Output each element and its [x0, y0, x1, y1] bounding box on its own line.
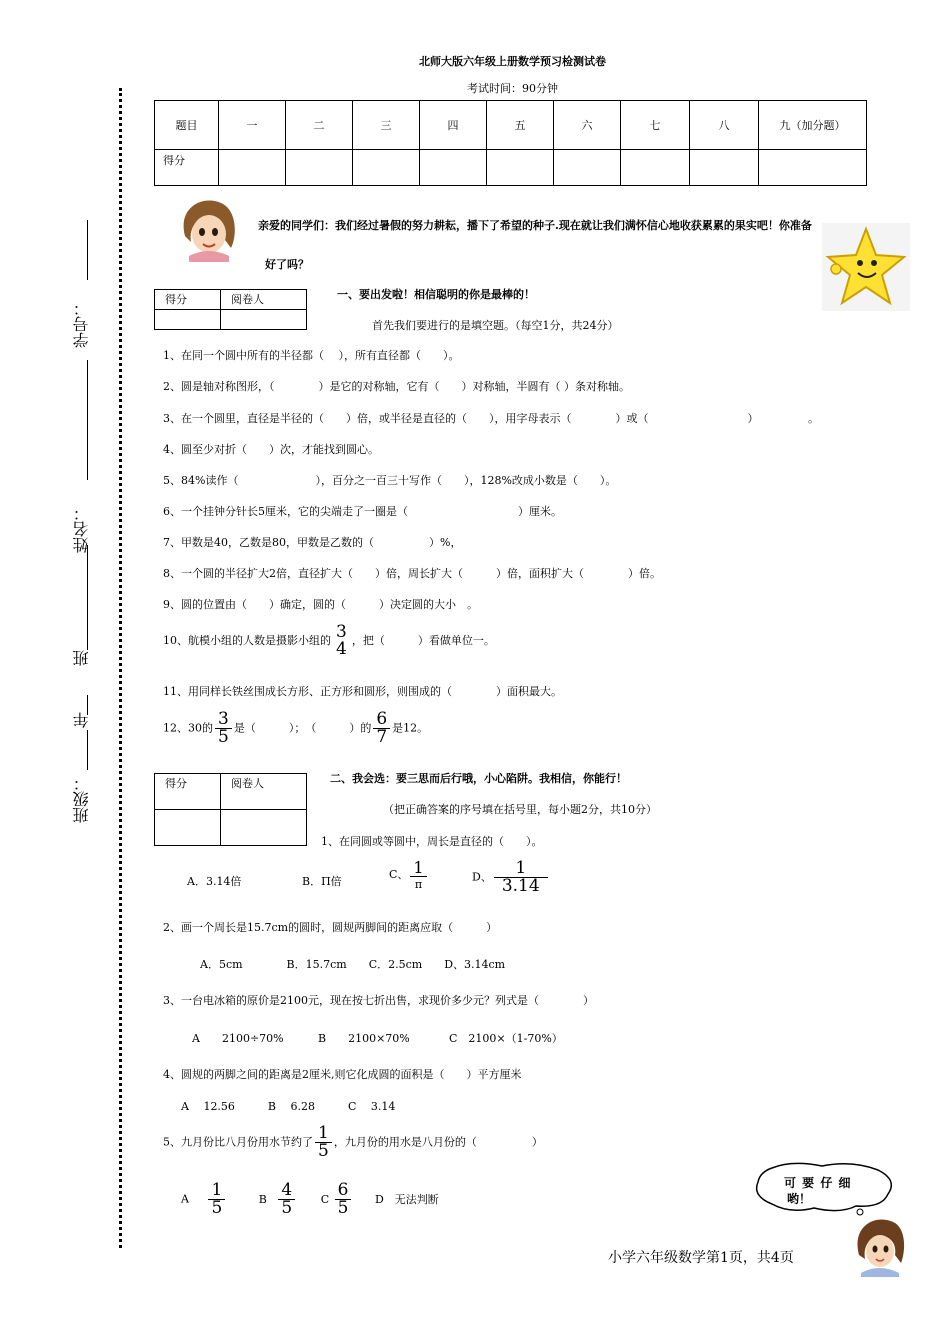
- section1-instruction: 首先我们要进行的是填空题。（每空1分，共24分）: [372, 319, 619, 332]
- fraction-numerator: 1: [515, 858, 527, 878]
- name-underline-top: [87, 360, 88, 480]
- section1-title: 一、要出发啦！相信聪明的你是最棒的！: [337, 288, 535, 301]
- score-cell[interactable]: [487, 150, 554, 186]
- s2-q5-options: [181, 1182, 439, 1217]
- fraction-numerator: 6: [337, 1180, 349, 1200]
- score-header-cell: 三: [353, 101, 420, 150]
- option-letter: A: [181, 1192, 189, 1206]
- q12-fraction-1: [215, 711, 232, 746]
- grade-char: 年: [72, 712, 91, 728]
- grader-reviewer-cell[interactable]: [221, 310, 307, 330]
- score-cell[interactable]: [690, 150, 759, 186]
- name-label: 姓名：: [72, 505, 91, 553]
- id-underline: [87, 220, 88, 280]
- fraction-numerator: 1: [211, 1180, 223, 1200]
- s2-q3-option-c: C 2100×（1-70%）: [449, 1032, 563, 1045]
- exam-title: 北师大版六年级上册数学预习检测试卷: [419, 55, 606, 68]
- option-d-fraction: [494, 860, 548, 895]
- q10-text-pre: 10、航模小组的人数是摄影小组的: [163, 634, 331, 647]
- ban-char: 班: [72, 650, 91, 666]
- q12-fraction-2: [373, 711, 390, 746]
- q12-text-pre: 12、30的: [163, 721, 213, 735]
- score-cell[interactable]: [286, 150, 353, 186]
- s2-q1-option-c: [389, 860, 429, 890]
- fraction-denominator: 4: [336, 639, 347, 659]
- s1-question-10: [163, 624, 495, 658]
- fraction-numerator: 4: [281, 1180, 293, 1200]
- class-underline: [87, 730, 88, 770]
- s2-question-3: 3、一台电冰箱的原价是2100元，现在按七折出售，求现价多少元？列式是（ ）: [163, 994, 594, 1007]
- fraction-denominator: 5: [215, 728, 232, 746]
- section2-instruction: （把正确答案的序号填在括号里，每小题2分，共10分）: [383, 803, 657, 816]
- grader-score-label: 得分: [155, 774, 221, 810]
- fraction-numerator: 6: [376, 709, 388, 729]
- s1-question-11: 11、用同样长铁丝围成长方形、正方形和圆形，则围成的（ ）面积最大。: [163, 685, 562, 698]
- id-label: 学号：: [72, 300, 91, 348]
- bubble-line-1: 可 要 仔 细: [784, 1176, 852, 1190]
- fraction-denominator: 7: [373, 728, 390, 746]
- score-header-cell: 四: [420, 101, 487, 150]
- bubble-line-2: 哟！: [787, 1192, 812, 1206]
- option-b-fraction: [278, 1182, 295, 1217]
- score-row-label: 得分: [155, 150, 219, 186]
- s1-question-8: 8、一个圆的半径扩大2倍，直径扩大（ ）倍，周长扩大（ ）倍，面积扩大（ ）倍。: [163, 567, 661, 580]
- s2-q3-option-b: B 2100×70%: [318, 1032, 410, 1045]
- score-cell[interactable]: [621, 150, 690, 186]
- q5-text-post: ，九月份的用水是八月份的（ ）: [333, 1135, 543, 1149]
- s2-question-5: [163, 1125, 543, 1160]
- s2-q1-option-b: B．Π倍: [302, 875, 342, 888]
- q12-text-mid: 是（ ）； （ ）的: [233, 721, 372, 735]
- fraction-denominator: 3.14: [494, 877, 548, 895]
- q5-text-pre: 5、九月份比八月份用水节约了: [163, 1135, 313, 1149]
- class-label: 班级：: [72, 775, 91, 823]
- score-header-cell: 九（加分题）: [759, 101, 867, 150]
- fraction-denominator: 5: [315, 1142, 332, 1160]
- grader-box-1: [154, 289, 307, 330]
- fraction-denominator: 5: [278, 1199, 295, 1217]
- s1-question-6: 6、一个挂钟分针长5厘米，它的尖端走了一圈是（ ）厘米。: [163, 505, 562, 518]
- score-header-cell: 五: [487, 101, 554, 150]
- score-cell[interactable]: [759, 150, 867, 186]
- score-header-cell: 一: [219, 101, 286, 150]
- fraction-numerator: 3: [218, 709, 229, 729]
- page-footer: 小学六年级数学第1页，共4页: [608, 1250, 794, 1266]
- q5-fraction: [315, 1125, 332, 1160]
- s2-q3-option-a: A 2100÷70%: [192, 1032, 284, 1045]
- score-header-cell: 二: [286, 101, 353, 150]
- s2-q1-option-d: [472, 860, 550, 895]
- s2-q1-option-a: A．3.14倍: [187, 875, 242, 888]
- s1-question-9: 9、圆的位置由（ ）确定，圆的（ ）决定圆的大小 。: [163, 598, 478, 611]
- star-illustration: [822, 223, 910, 311]
- fraction-denominator: π: [410, 876, 426, 890]
- score-header-cell: 七: [621, 101, 690, 150]
- score-cell[interactable]: [353, 150, 420, 186]
- s2-question-1: 1、在同圆或等圆中，周长是直径的（ ）。: [321, 835, 543, 848]
- score-cell[interactable]: [554, 150, 621, 186]
- score-header-cell: 题目: [155, 101, 219, 150]
- fraction-numerator: 1: [413, 858, 424, 877]
- option-d: D 无法判断: [374, 1192, 439, 1206]
- score-table: [154, 100, 867, 186]
- option-c-fraction: [410, 860, 426, 890]
- score-cell[interactable]: [420, 150, 487, 186]
- s1-question-5: 5、84%读作（ ），百分之一百三十写作（ ），128%改成小数是（ ）。: [163, 474, 617, 487]
- grader-score-cell[interactable]: [155, 810, 221, 846]
- option-letter: C、: [389, 868, 409, 881]
- s1-question-1: 1、在同一个圆中所有的半径都（ ），所有直径都（ ）。: [163, 349, 460, 362]
- fraction-numerator: 1: [318, 1123, 329, 1143]
- s1-question-3: 3、在一个圆里，直径是半径的（ ）倍，或半径是直径的（ ），用字母表示（ ）或（ ） 。: [163, 412, 819, 425]
- section2-title: 二、我会选：要三思而后行哦，小心陷阱。我相信，你能行！: [330, 772, 627, 785]
- s1-question-2: 2、圆是轴对称图形，（ ）是它的对称轴，它有（ ）对称轴，半圆有（ ）条对称轴。: [163, 380, 630, 393]
- s1-question-7: 7、甲数是40，乙数是80，甲数是乙数的（ ）%，: [163, 536, 462, 549]
- s2-q4-options: A 12.56 B 6.28 C 3.14: [181, 1100, 396, 1113]
- fraction-denominator: 5: [208, 1199, 225, 1217]
- name-underline: [87, 545, 88, 650]
- score-header-cell: 六: [554, 101, 621, 150]
- binding-dotted-line: [119, 88, 122, 1248]
- s1-question-4: 4、圆至少对折（ ）次，才能找到圆心。: [163, 443, 379, 456]
- grader-box-2: [154, 773, 307, 846]
- girl-illustration-bottom: [851, 1215, 907, 1277]
- option-a-fraction: [208, 1182, 225, 1217]
- option-letter: D、: [472, 870, 492, 884]
- score-cell[interactable]: [219, 150, 286, 186]
- grader-score-label: 得分: [155, 290, 221, 310]
- girl-illustration: [175, 196, 241, 262]
- grader-score-cell[interactable]: [155, 310, 221, 330]
- intro-line-2: 好了吗？: [265, 258, 309, 271]
- exam-time: 考试时间：90分钟: [467, 82, 558, 95]
- q10-fraction: [333, 624, 350, 658]
- option-c-fraction: [335, 1182, 352, 1217]
- option-letter: C: [320, 1192, 330, 1206]
- fraction-denominator: 5: [335, 1199, 352, 1217]
- s2-q2-options: A．5cm B．15.7cm C．2.5cm D、3.14cm: [200, 958, 506, 971]
- intro-line-1: 亲爱的同学们：我们经过暑假的努力耕耘，播下了希望的种子.现在就让我们满怀信心地收获累累的果实吧！你准备: [258, 219, 812, 232]
- s2-question-4: 4、圆规的两脚之间的距离是2厘米,则它化成圆的面积是（ ）平方厘米: [163, 1068, 522, 1081]
- option-letter: B: [258, 1192, 267, 1206]
- grader-reviewer-cell[interactable]: [221, 810, 307, 846]
- grader-reviewer-label: 阅卷人: [221, 774, 307, 810]
- s1-question-12: [163, 711, 428, 746]
- s2-question-2: 2、画一个周长是15.7cm的圆时，圆规两脚间的距离应取（ ）: [163, 921, 498, 934]
- fraction-numerator: 3: [336, 622, 347, 642]
- q10-text-post: ，把（ ）看做单位一。: [351, 634, 495, 647]
- score-header-cell: 八: [690, 101, 759, 150]
- grader-reviewer-label: 阅卷人: [221, 290, 307, 310]
- q12-text-post: 是12。: [392, 721, 429, 735]
